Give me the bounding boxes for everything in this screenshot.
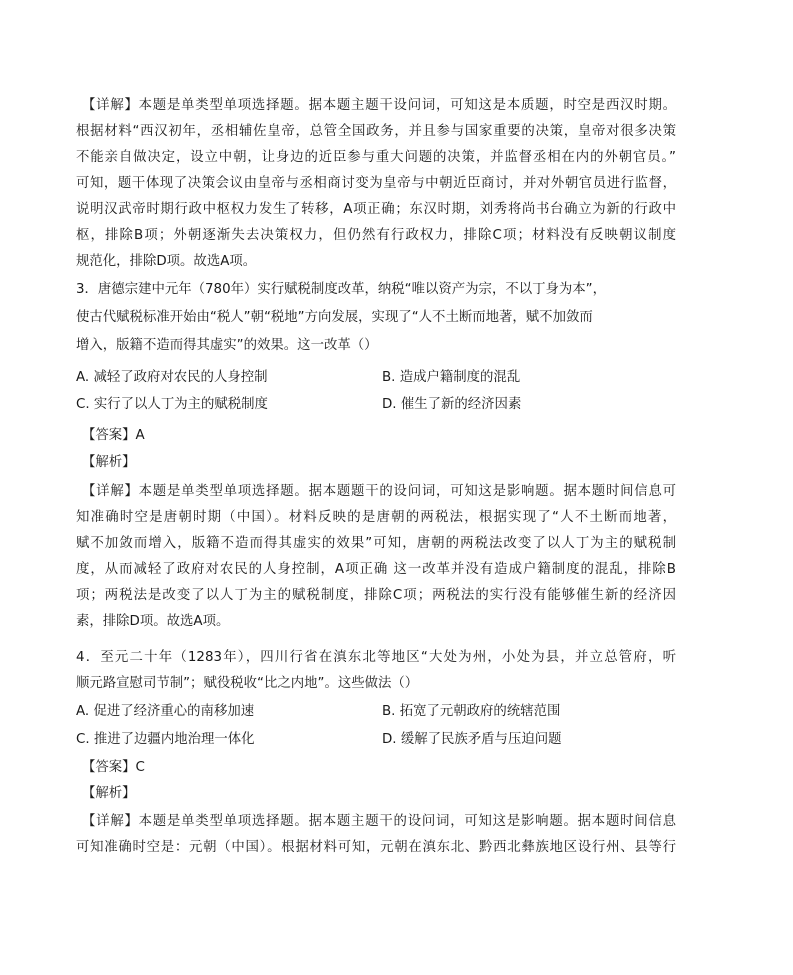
q4-option-b: B. 拓宽了元朝政府的统辖范围 [382, 704, 561, 719]
q3-detail-line-3: 赋不加敛而增入，版籍不造而得其虚实的效果”可知，唐朝的两税法改变了以人丁为主的赋税制 [76, 536, 676, 551]
q3-detail-line-6: 素，排除D项。故选A项。 [76, 614, 230, 629]
q3-option-d: D. 催生了新的经济因素 [382, 397, 522, 412]
q3-detail-line-2: 知准确时空是唐朝时期（中国）。材料反映的是唐朝的两税法，根据实现了“人不土断而地著， [76, 510, 676, 525]
q4-option-d: D. 缓解了民族矛盾与压迫问题 [382, 732, 562, 747]
prev-detail-line-5: 说明汉武帝时期行政中枢权力发生了转移，A项正确；东汉时期，刘秀将尚书台确立为新的行政中 [76, 202, 676, 217]
q4-detail-line-1: 【详解】本题是单类型单项选择题。据本题主题干的设问词，可知这是影响题。据本题时间信息 [82, 814, 676, 829]
q4-option-a: A. 促进了经济重心的南移加速 [76, 704, 255, 719]
q4-stem-line-1: 4．至元二十年（1283年），四川行省在滇东北等地区“大处为州，小处为县，并立总管府，听 [76, 650, 676, 665]
q4-analysis-label: 【解析】 [82, 786, 136, 801]
q3-option-b: B. 造成户籍制度的混乱 [382, 370, 521, 385]
q3-detail-line-1: 【详解】本题是单类型单项选择题。据本题题干的设问词，可知这是影响题。据本题时间信息可 [82, 484, 676, 499]
prev-detail-line-4: 可知，题干体现了决策会议由皇帝与丞相商讨变为皇帝与中朝近臣商讨，并对外朝官员进行监督， [76, 176, 676, 191]
q4-detail-line-2: 可知准确时空是：元朝（中国）。根据材料可知，元朝在滇东北、黔西北彝族地区设行州、县等行 [76, 840, 676, 855]
prev-detail-line-2: 根据材料“西汉初年，丞相辅佐皇帝，总管全国政务，并且参与国家重要的决策，皇帝对很多决策 [76, 124, 676, 139]
q4-option-c: C. 推进了边疆内地治理一体化 [76, 732, 255, 747]
q3-detail-line-5: 项；两税法是改变了以人丁为主的赋税制度，排除C项；两税法的实行没有能够催生新的经济因 [76, 588, 676, 603]
q3-stem-line-1: 3．唐德宗建中元年（780年）实行赋税制度改革，纳税“唯以资产为宗，不以丁身为本”， [76, 282, 607, 297]
q4-stem-line-2: 顺元路宣慰司节制”；赋役税收“比之内地”。这些做法（） [76, 676, 419, 691]
q3-analysis-label: 【解析】 [82, 455, 136, 470]
q3-answer: 【答案】A [82, 428, 145, 443]
q3-detail-line-4: 度，从而减轻了政府对农民的人身控制，A项正确 这一改革并没有造成户籍制度的混乱，排除B [76, 562, 676, 577]
q3-stem-line-2: 使古代赋税标准开始由“税人”朝“税地”方向发展，实现了“人不土断而地著，赋不加敛而 [76, 310, 593, 325]
prev-detail-line-3: 不能亲自做决定，设立中朝，让身边的近臣参与重大问题的决策，并监督丞相在内的外朝官员。” [76, 150, 676, 165]
prev-detail-line-6: 枢，排除B项；外朝逐渐失去决策权力，但仍然有行政权力，排除C项；材料没有反映朝议制度 [76, 228, 676, 243]
q4-answer: 【答案】C [82, 760, 145, 775]
prev-detail-line-1: 【详解】本题是单类型单项选择题。据本题主题干设问词，可知这是本质题，时空是西汉时期。 [82, 98, 676, 113]
q3-option-c: C. 实行了以人丁为主的赋税制度 [76, 397, 268, 412]
q3-option-a: A. 减轻了政府对农民的人身控制 [76, 370, 268, 385]
prev-detail-line-7: 规范化，排除D项。故选A项。 [76, 254, 257, 269]
q3-stem-line-3: 增入，版籍不造而得其虚实”的效果。这一改革（） [76, 338, 378, 353]
